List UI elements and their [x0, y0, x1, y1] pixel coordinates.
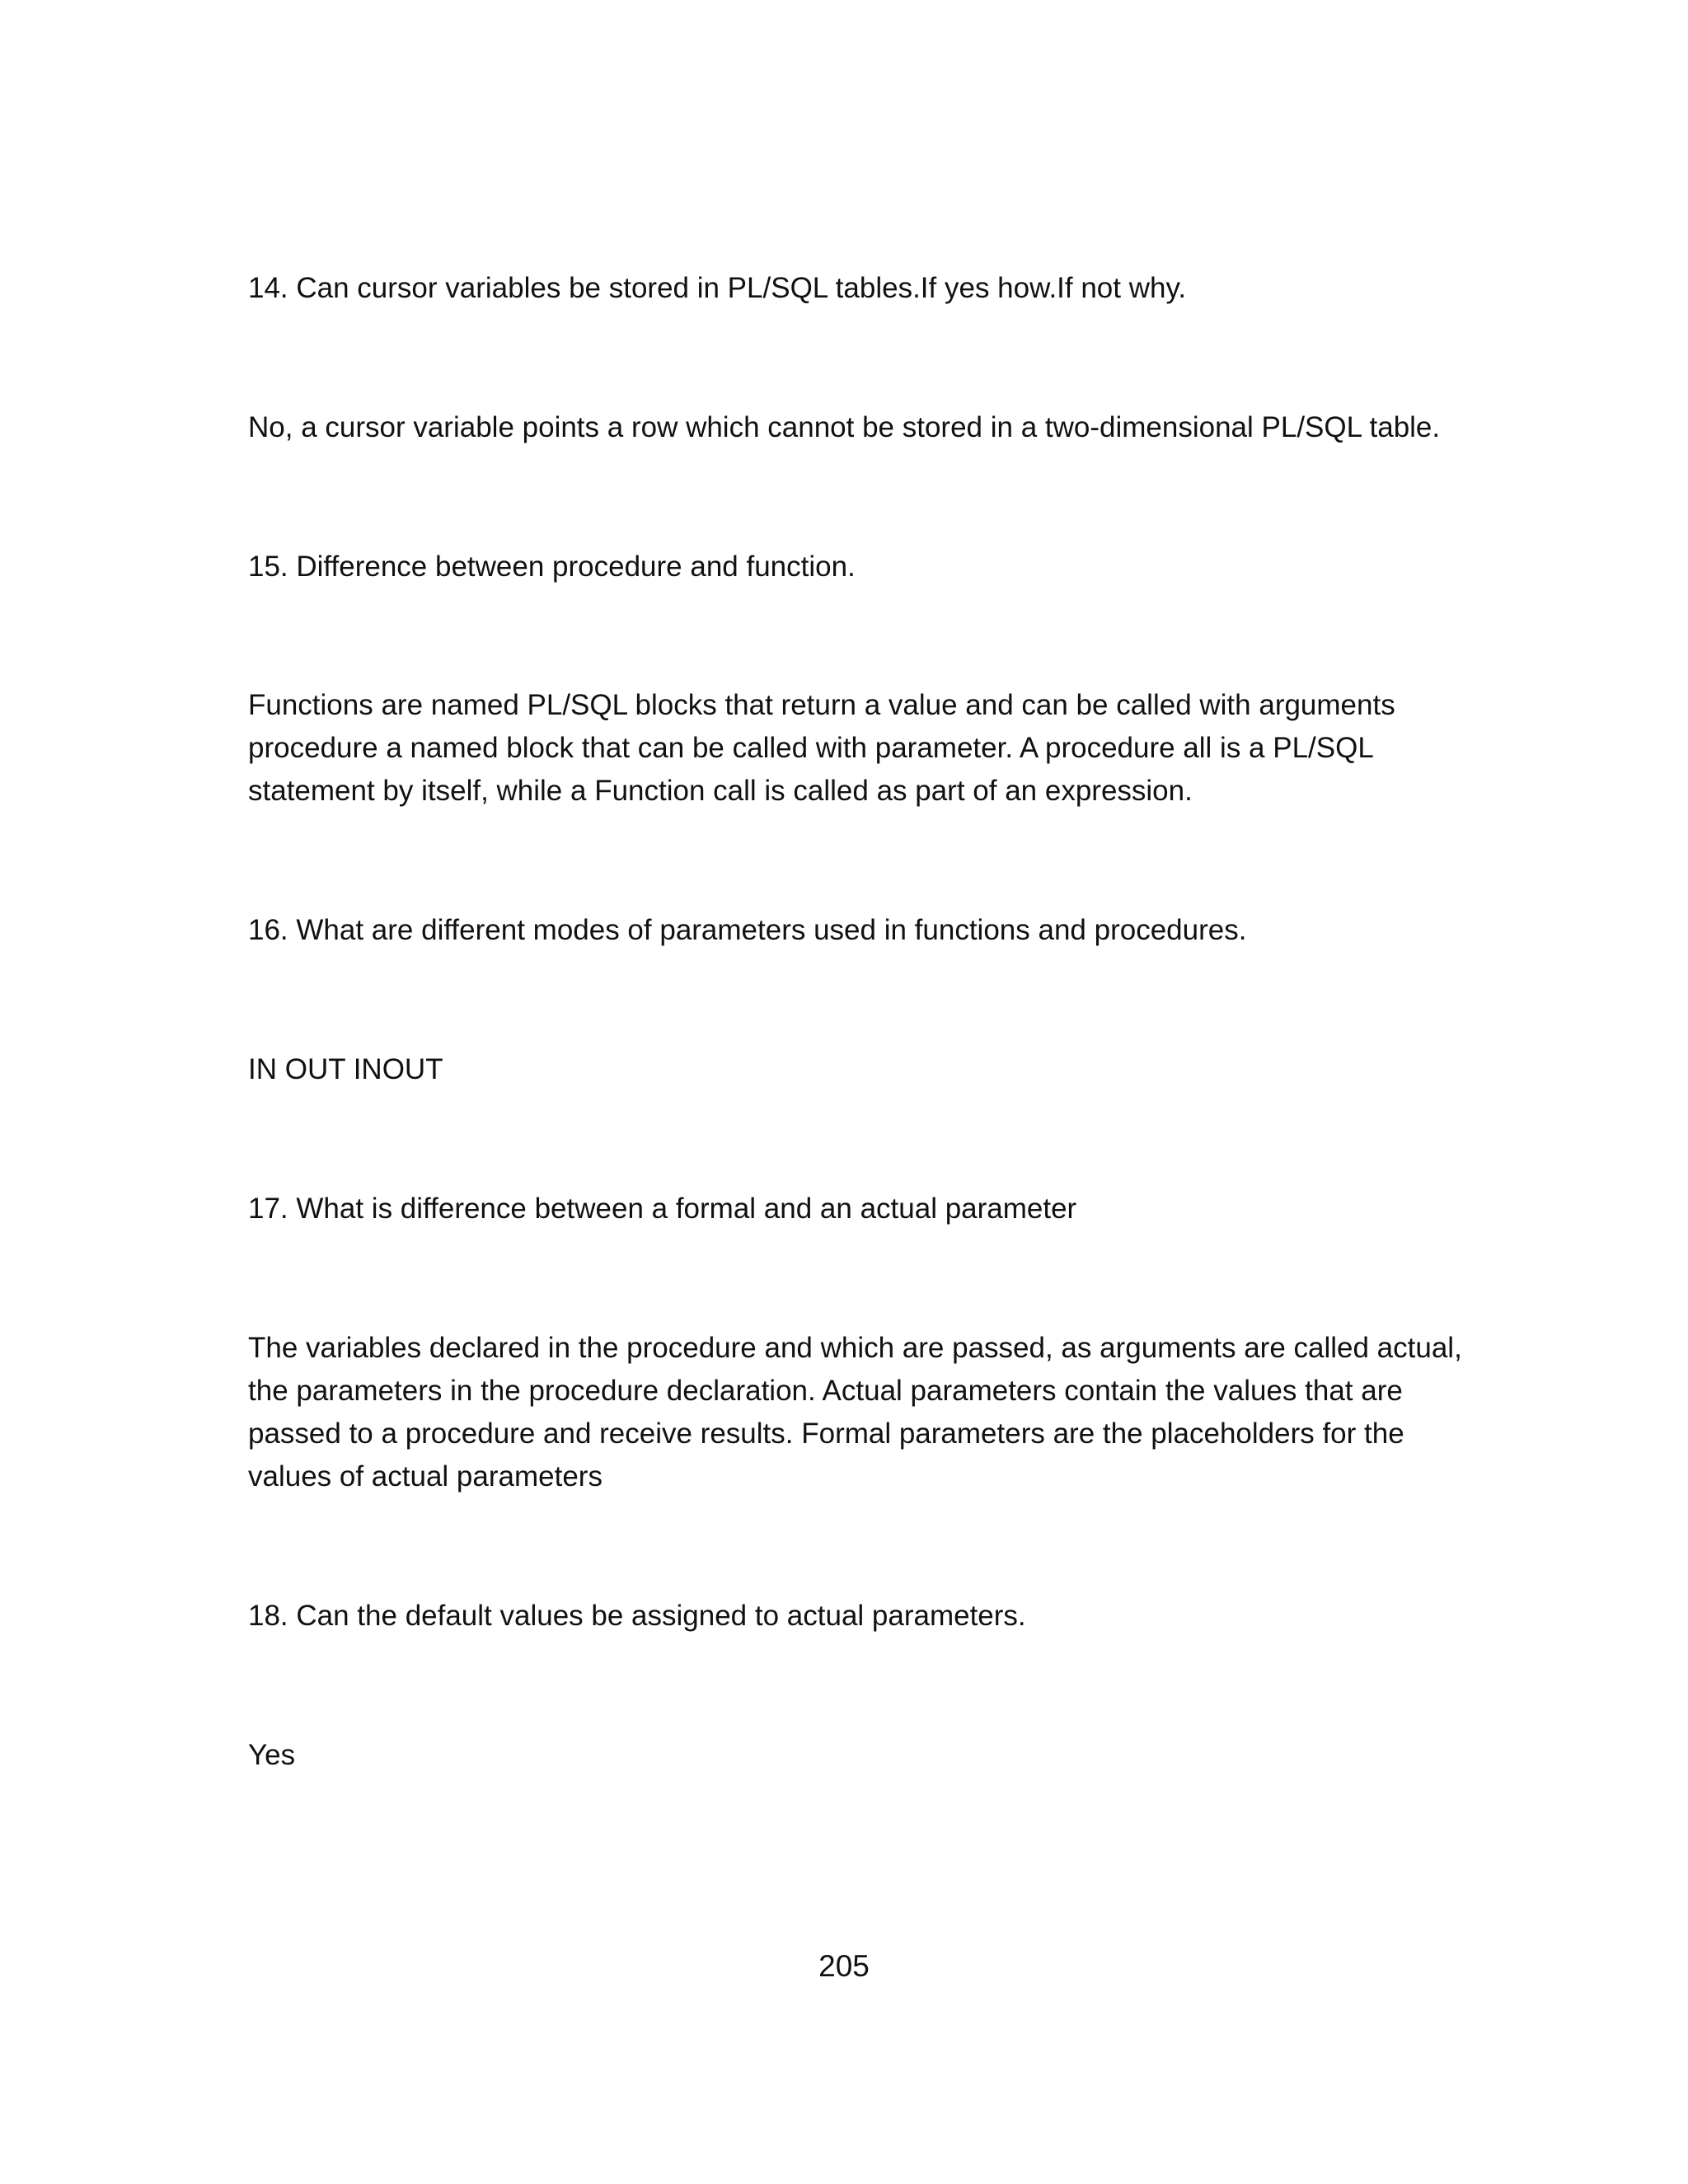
answer-14: No, a cursor variable points a row which cannot be stored in a two-dimensional PL/SQL table.: [248, 411, 1441, 443]
page-number: 205: [818, 1949, 870, 1983]
answer-17-line: passed to a procedure and receive results. Formal parameters are the placeholders for the: [248, 1418, 1404, 1450]
answer-15: [248, 684, 1451, 813]
answer-17-line: The variables declared in the procedure and which are passed, as arguments are called actual,: [248, 1332, 1462, 1364]
question-18: 18. Can the default values be assigned to actual parameters.: [248, 1600, 1026, 1632]
answer-17-line: values of actual parameters: [248, 1460, 603, 1493]
question-16: 16. What are different modes of parameters used in functions and procedures.: [248, 914, 1247, 946]
answer-15-line: Functions are named PL/SQL blocks that return a value and can be called with arguments: [248, 689, 1395, 721]
question-17: 17. What is difference between a formal and an actual parameter: [248, 1193, 1077, 1225]
answer-18: Yes: [248, 1739, 296, 1771]
answer-15-line: statement by itself, while a Function call is called as part of an expression.: [248, 775, 1193, 807]
answer-17: [248, 1327, 1462, 1498]
question-14: 14. Can cursor variables be stored in PL/SQL tables.If yes how.If not why.: [248, 272, 1187, 304]
answer-16: IN OUT INOUT: [248, 1053, 443, 1085]
answer-17-line: the parameters in the procedure declaration. Actual parameters contain the values that are: [248, 1375, 1403, 1407]
question-15: 15. Difference between procedure and function.: [248, 551, 856, 583]
answer-15-line: procedure a named block that can be called with parameter. A procedure all is a PL/SQL: [248, 732, 1374, 764]
